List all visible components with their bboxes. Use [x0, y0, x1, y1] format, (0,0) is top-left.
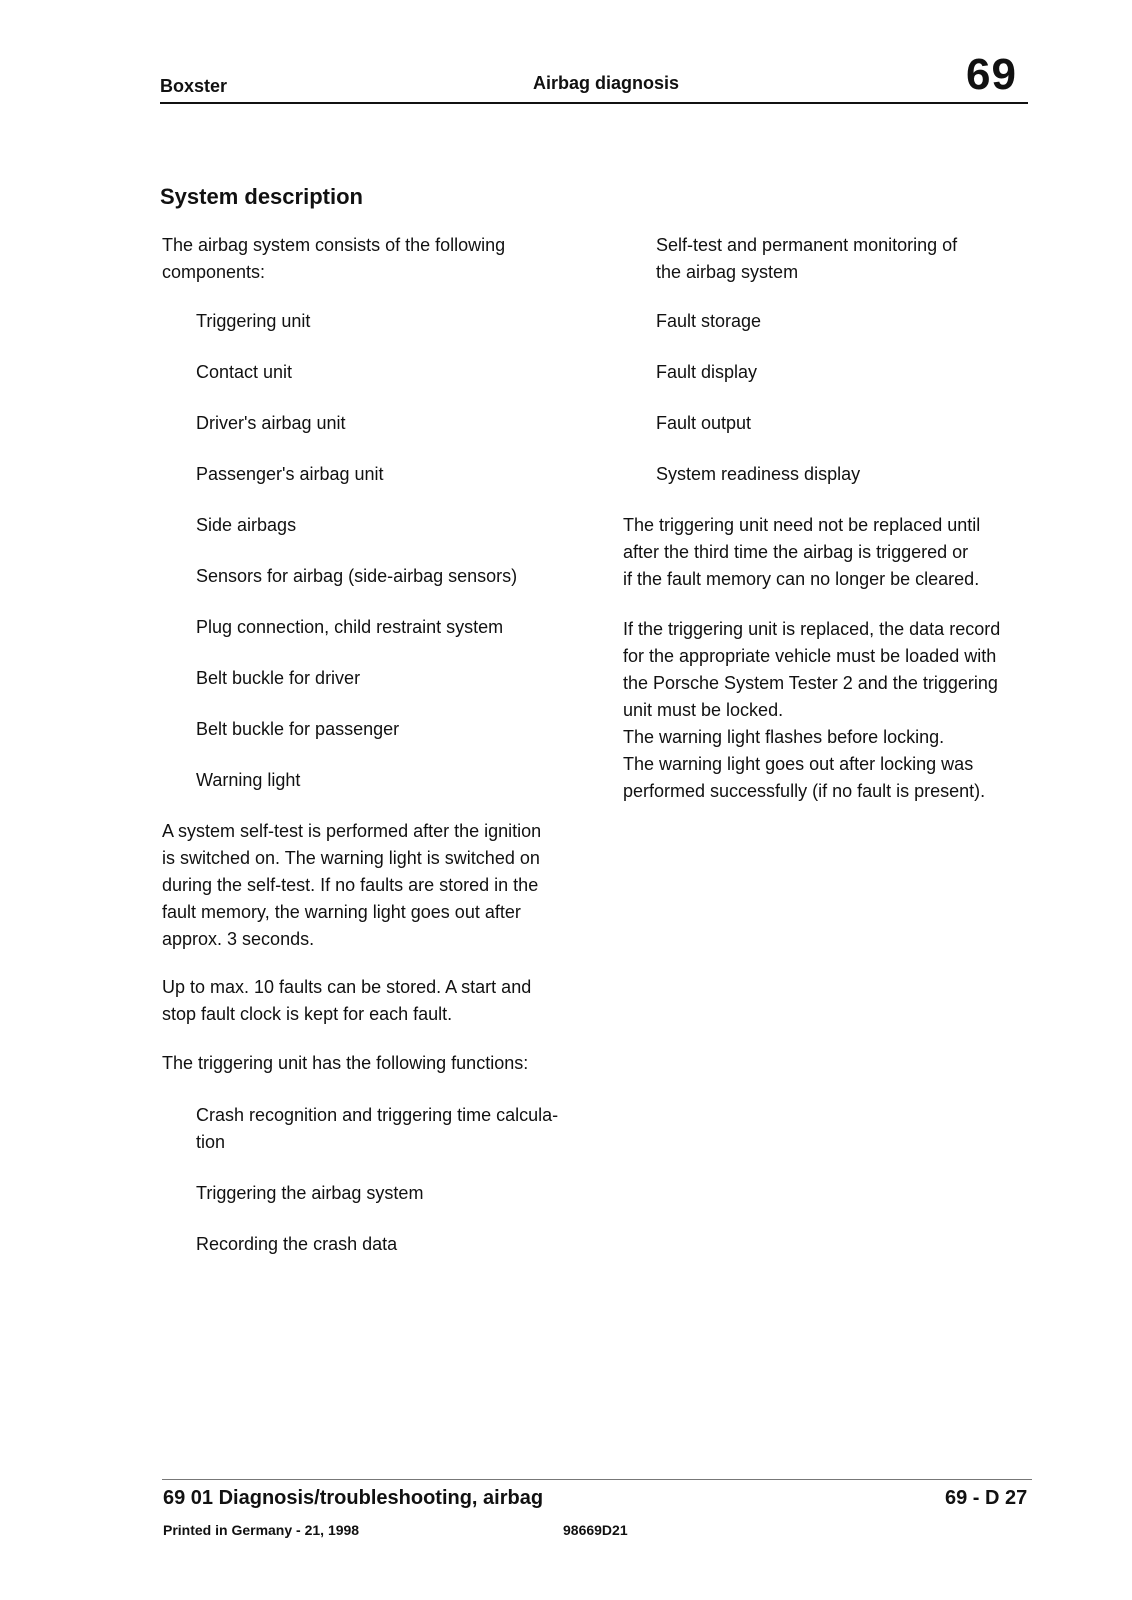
components-intro: The airbag system consists of the following components:	[162, 235, 506, 282]
header-model: Boxster	[160, 76, 228, 96]
component-item: Warning light	[196, 770, 301, 790]
component-item: Side airbags	[196, 515, 297, 535]
header-chapter-number: 69	[966, 50, 1017, 99]
functions-intro: The triggering unit has the following functions:	[162, 1053, 529, 1073]
component-item: Contact unit	[196, 362, 293, 382]
header-rule	[160, 102, 1028, 104]
replacement-paragraph: The triggering unit need not be replaced until after the third time the airbag is triggered or if the fault memory can no longer be cleared.	[623, 515, 981, 589]
footer-print-info: Printed in Germany - 21, 1998	[163, 1522, 360, 1538]
function-item: Fault display	[656, 362, 758, 382]
footer-title: 69 01 Diagnosis/troubleshooting, airbag	[163, 1487, 544, 1509]
function-item: System readiness display	[656, 464, 861, 484]
function-item: Self-test and permanent monitoring of the airbag system	[656, 235, 958, 282]
function-item: Crash recognition and triggering time calcula- tion	[196, 1105, 559, 1152]
function-item: Recording the crash data	[196, 1234, 398, 1254]
footer-document-code: 98669D21	[563, 1522, 628, 1538]
component-item: Sensors for airbag (side-airbag sensors)	[196, 566, 518, 586]
function-item: Fault storage	[656, 311, 762, 331]
page-title: System description	[160, 184, 363, 209]
self-test-paragraph: A system self-test is performed after the ignition is switched on. The warning light is switched on during the self-test. If no faults are stored in the fault memory, the warning light goes out after approx. 3 seconds.	[162, 821, 542, 949]
component-item: Plug connection, child restraint system	[196, 617, 504, 637]
function-item: Triggering the airbag system	[196, 1183, 424, 1203]
footer-page-number: 69 - D 27	[945, 1487, 1028, 1509]
header-section: Airbag diagnosis	[533, 73, 680, 93]
faults-paragraph: Up to max. 10 faults can be stored. A start and stop fault clock is kept for each fault.	[162, 977, 532, 1024]
component-item: Belt buckle for driver	[196, 668, 361, 688]
footer-rule	[162, 1479, 1032, 1480]
component-item: Belt buckle for passenger	[196, 719, 400, 739]
component-item: Triggering unit	[196, 311, 311, 331]
component-item: Driver's airbag unit	[196, 413, 346, 433]
data-record-paragraph: If the triggering unit is replaced, the data record for the appropriate vehicle must be loaded with the Porsche System Tester 2 and the triggering unit must be locked. The warning light flashes before locking. The warning light goes out after locking was performed successfully (if no fault is present).	[623, 619, 1001, 801]
component-item: Passenger's airbag unit	[196, 464, 384, 484]
function-item: Fault output	[656, 413, 752, 433]
